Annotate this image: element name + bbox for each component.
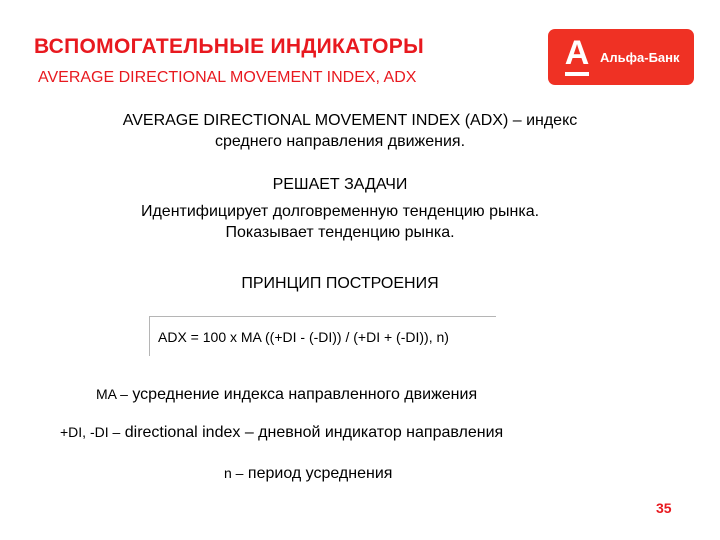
logo-underline [565, 72, 589, 76]
intro-line-1: AVERAGE DIRECTIONAL MOVEMENT INDEX (ADX) – индекс [122, 112, 578, 129]
adx-formula: ADX = 100 x MA ((+DI - (-DI)) / (+DI + (-DI)), n) [158, 329, 449, 345]
definition-text: усреднение индекса направленного движения [127, 386, 478, 403]
definition-term: MA – [96, 386, 128, 402]
definition-term: +DI, -DI – [60, 424, 121, 440]
definition-term: n – [224, 465, 244, 481]
logo-text: Альфа-Банк [600, 49, 680, 65]
page-number: 35 [656, 500, 672, 516]
alfa-logo-icon [560, 36, 594, 78]
tasks-heading: РЕШАЕТ ЗАДАЧИ [272, 176, 408, 193]
definition-ma [96, 386, 477, 404]
definition-n [224, 465, 392, 483]
construction-heading: ПРИНЦИП ПОСТРОЕНИЯ [241, 275, 439, 292]
definition-text: период усреднения [243, 465, 393, 482]
task-line-1: Идентифицирует долговременную тенденцию рынка. [140, 203, 540, 220]
slide-title: ВСПОМОГАТЕЛЬНЫЕ ИНДИКАТОРЫ [34, 35, 424, 58]
alfa-bank-logo [548, 29, 694, 85]
task-line-2: Показывает тенденцию рынка. [225, 224, 455, 241]
intro-line-2: среднего направления движения. [214, 133, 466, 150]
definition-text: directional index – дневной индикатор направления [120, 424, 504, 441]
definition-di [60, 424, 503, 442]
logo-letter: А [564, 34, 590, 72]
slide-subtitle: AVERAGE DIRECTIONAL MOVEMENT INDEX, ADX [38, 69, 417, 86]
